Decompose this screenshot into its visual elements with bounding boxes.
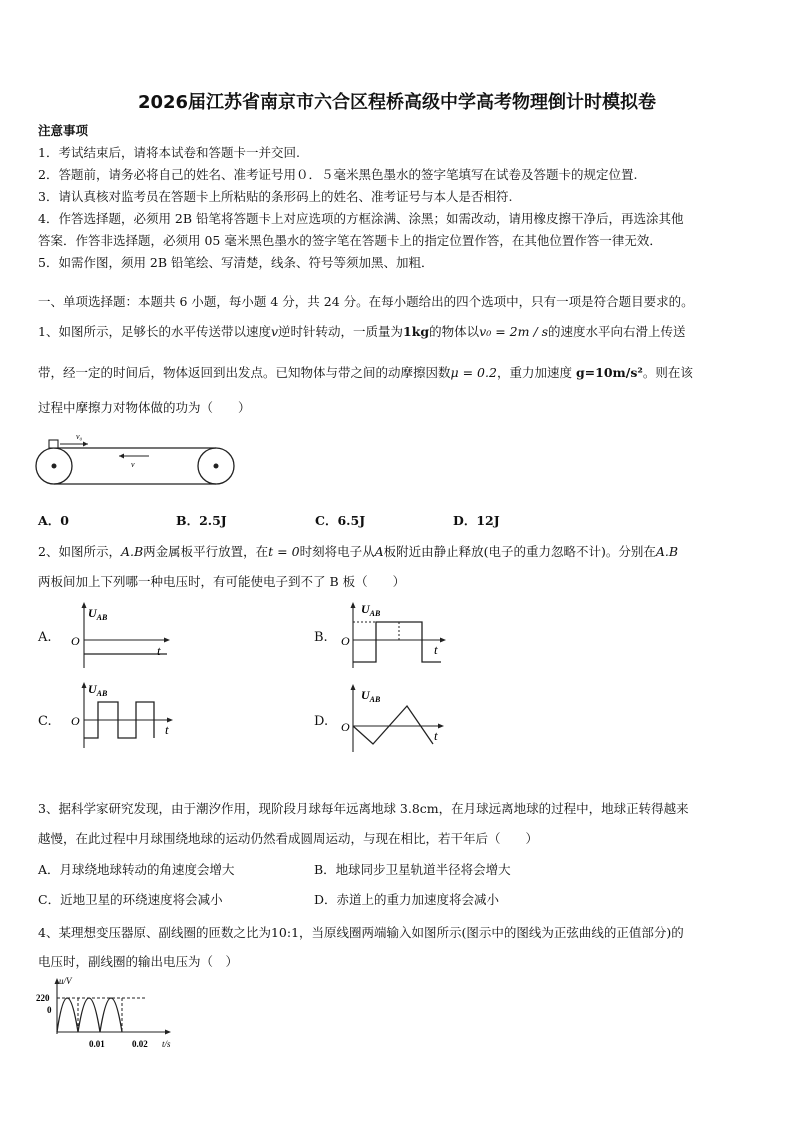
q1-line1: 1、如图所示，足够长的水平传送带以速度v逆时针转动，一质量为1kg的物体以v₀ = 2m / s的速度水平向右滑上传送 — [38, 324, 686, 339]
t-label: t — [157, 643, 161, 658]
x-axis-arrow — [440, 638, 446, 643]
q2-option-b-label: B. — [314, 630, 328, 645]
notice-item: 3．请认真核对监考员在答题卡上所粘贴的条形码上的姓名、准考证号与本人是否相符. — [38, 189, 513, 204]
q2-line1: 2、如图所示，A.B两金属板平行放置，在t = 0时刻将电子从A板附近由静止释放(电子的重力忽略不计)。分别在A.B — [38, 544, 679, 559]
q1-option-b: B．2.5J — [176, 513, 227, 528]
q1-option-d: D．12J — [453, 513, 500, 528]
y-axis-arrow — [351, 602, 356, 608]
q3-option-a: A．月球绕地球转动的角速度会增大 — [38, 862, 235, 877]
origin-label: 0 — [47, 1005, 52, 1015]
origin-label: O — [341, 634, 350, 648]
notice-item: 1．考试结束后，请将本试卷和答题卡一并交回. — [38, 145, 300, 160]
v0-label: v₀ — [76, 432, 83, 441]
notice-item: 4．作答选择题，必须用 2B 铅笔将答题卡上对应选项的方框涂满、涂黑；如需改动，请用橡皮擦干净后，再选涂其他 — [38, 211, 684, 226]
t-label: t — [434, 728, 438, 743]
q2-graph-b — [335, 600, 455, 670]
notice-item: 答案．作答非选择题，必须用 05 毫米黑色墨水的签字笔在答题卡上的指定位置作答，在其他位置作答一律无效． — [38, 233, 662, 248]
v0-arrowhead — [83, 442, 88, 447]
q2-graph-c — [62, 680, 182, 750]
rectified-sine-curve — [57, 998, 122, 1032]
q3-line2: 越慢，在此过程中月球围绕地球的运动仍然看成圆周运动，与现在相比，若干年后（ ） — [38, 831, 539, 846]
origin-label: O — [71, 634, 80, 648]
tick-002: 0.02 — [132, 1039, 148, 1049]
q2-line2: 两板间加上下列哪一种电压时，有可能使电子到不了 B 板（ ） — [38, 574, 406, 589]
t-label: t/s — [162, 1039, 171, 1049]
notice-item: 5．如需作图，须用 2B 铅笔绘、写清楚，线条、符号等须加黑、加粗． — [38, 255, 434, 270]
v-arrowhead — [119, 454, 124, 459]
x-axis-arrow — [165, 1030, 171, 1035]
peak-label: 220 — [36, 993, 50, 1003]
square-wave — [353, 622, 441, 662]
block — [49, 440, 58, 448]
q1-line3: 过程中摩擦力对物体做的功为（ ） — [38, 400, 251, 415]
y-axis-arrow — [351, 684, 356, 690]
q2-option-d-label: D. — [314, 714, 329, 729]
y-axis-arrow — [82, 602, 87, 608]
y-label: $U_{AB}$ — [361, 602, 381, 618]
q3-option-c: C．近地卫星的环绕速度将会减小 — [38, 892, 223, 907]
v-label: v — [131, 460, 135, 469]
q2-graph-d — [335, 682, 455, 754]
origin-label: O — [341, 720, 350, 734]
notice-item: 2．答题前，请务必将自己的姓名、准考证号用０．５毫米黑色墨水的签字笔填写在试卷及答题卡的规定位置. — [38, 167, 638, 182]
conveyor-belt-figure — [34, 430, 244, 490]
q4-voltage-figure — [28, 976, 188, 1056]
q1-line2: 带，经一定的时间后，物体返回到出发点。已知物体与带之间的动摩擦因数μ = 0.2，重力加速度 g=10m/s²。则在该 — [38, 365, 693, 380]
q1-option-a: A．0 — [38, 513, 69, 528]
origin-label: O — [71, 714, 80, 728]
left-pulley-axle — [52, 464, 57, 469]
section-heading: 一、单项选择题：本题共 6 小题，每小题 4 分，共 24 分。在每小题给出的四个选项中，只有一项是符合题目要求的。 — [38, 294, 694, 309]
q1-option-c: C．6.5J — [315, 513, 366, 528]
t-label: t — [165, 722, 169, 737]
q2-option-c-label: C. — [38, 714, 52, 729]
q3-option-b: B．地球同步卫星轨道半径将会增大 — [314, 862, 511, 877]
y-label: $U_{AB}$ — [88, 606, 108, 622]
x-axis-arrow — [164, 638, 170, 643]
y-label: $U_{AB}$ — [361, 688, 381, 704]
page-title: 2026届江苏省南京市六合区程桥高级中学高考物理倒计时模拟卷 — [137, 92, 657, 113]
right-pulley-axle — [214, 464, 219, 469]
q3-option-d: D．赤道上的重力加速度将会减小 — [314, 892, 500, 907]
y-label: $U_{AB}$ — [88, 682, 108, 698]
q4-line2: 电压时，副线圈的输出电压为（ ） — [38, 954, 239, 969]
y-label: u/V — [59, 976, 72, 986]
tick-001: 0.01 — [89, 1039, 105, 1049]
notice-heading: 注意事项 — [38, 123, 89, 138]
q4-line1: 4、某理想变压器原、副线圈的匝数之比为10:1，当原线圈两端输入如图所示(图示中的图线为正弦曲线的正值部分)的 — [38, 925, 684, 940]
triangle-wave — [353, 706, 433, 744]
q3-line1: 3、据科学家研究发现，由于潮汐作用，现阶段月球每年远离地球 3.8cm，在月球远离地球的过程中，地球正转得越来 — [38, 801, 689, 816]
x-axis-arrow — [438, 724, 444, 729]
t-label: t — [434, 642, 438, 657]
q2-option-a-label: A. — [38, 630, 52, 645]
q2-graph-a — [62, 600, 177, 670]
y-axis-arrow — [82, 682, 87, 688]
